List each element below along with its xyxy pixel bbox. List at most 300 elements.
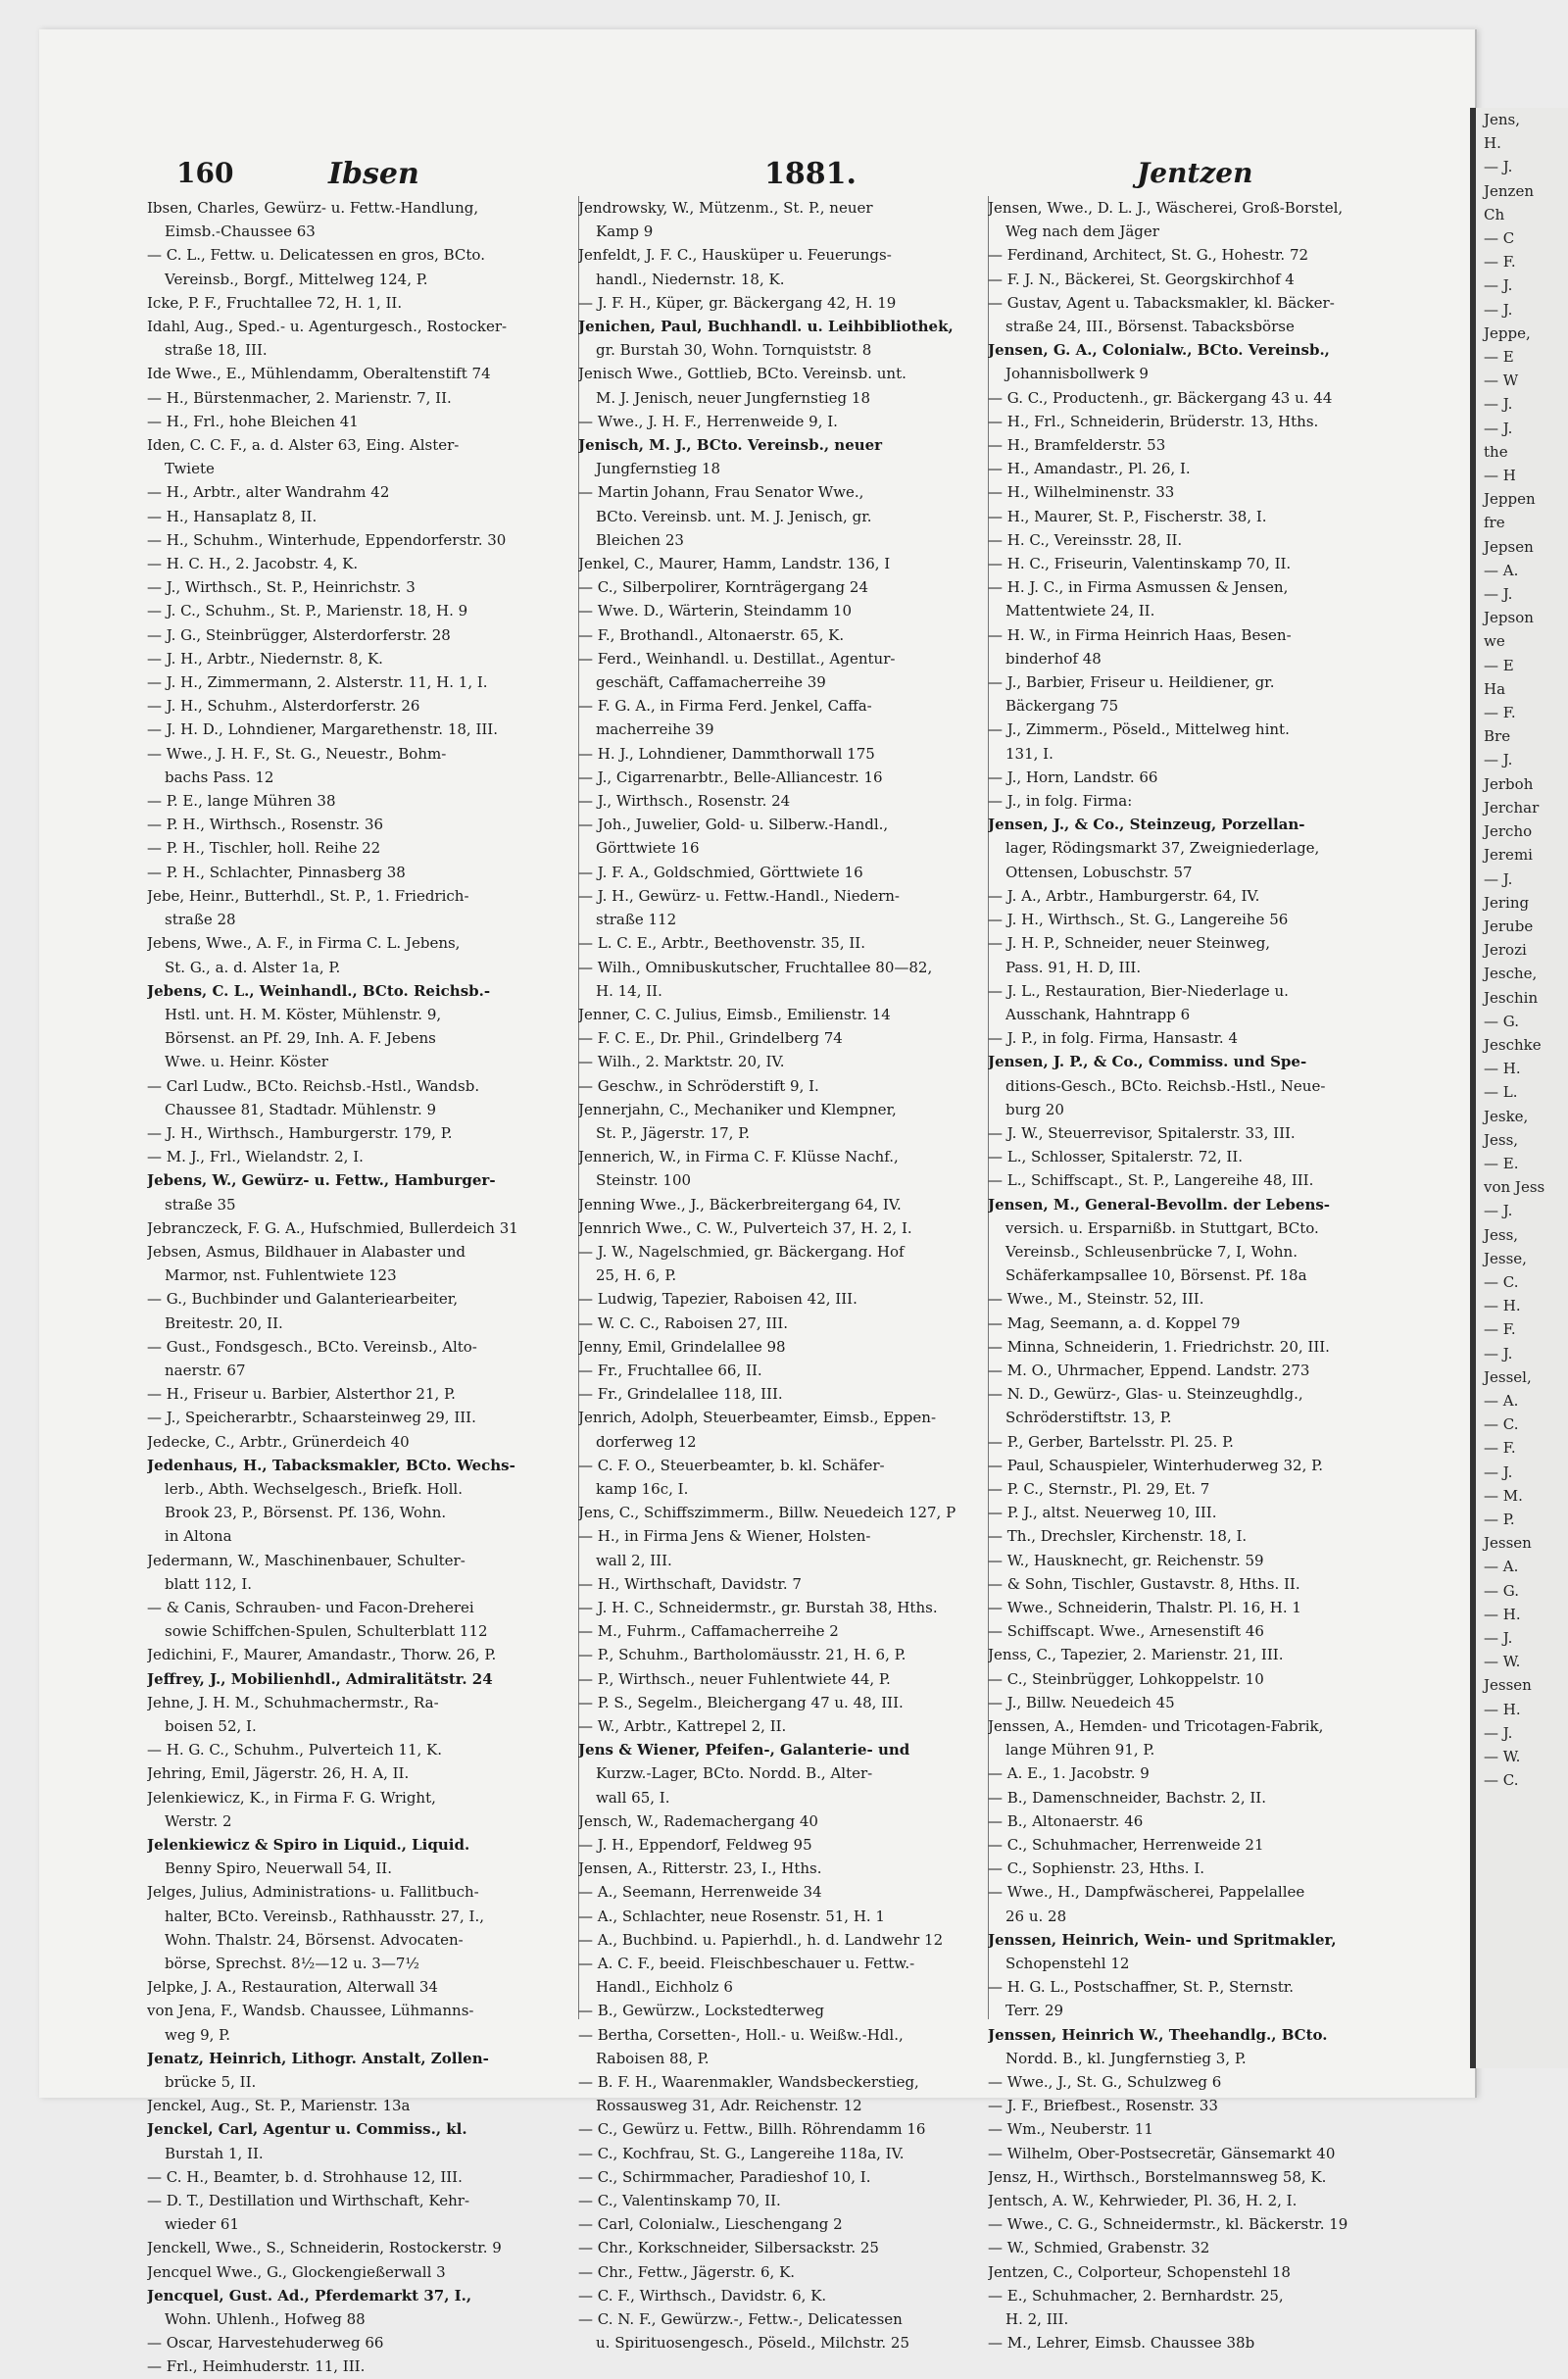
entry-line: Ibsen, Charles, Gewürz- u. Fettw.-Handlung, <box>147 199 479 217</box>
entry-line: Steinstr. 100 <box>596 1171 692 1190</box>
entry-line: — H., Wirthschaft, Davidstr. 7 <box>578 1574 802 1593</box>
entry-line: — Wwe., J. H. F., St. G., Neuestr., Bohm- <box>147 744 447 763</box>
entry-line: — B., Damenschneider, Bachstr. 2, II. <box>988 1788 1266 1807</box>
entry-line: — E., Schuhmacher, 2. Bernhardstr. 25, <box>988 2286 1284 2305</box>
adjacent-page-fragment: Ch <box>1484 205 1505 223</box>
entry-line: — H. G. C., Schuhm., Pulverteich 11, K. <box>147 1741 443 1759</box>
entry-line: — H., Frl., Schneiderin, Brüderstr. 13, Hths. <box>988 412 1319 430</box>
entry-line: Jehne, J. H. M., Schuhmachermstr., Ra- <box>147 1693 439 1711</box>
entry-line: Ausschank, Hahntrapp 6 <box>1005 1005 1191 1023</box>
entry-line: — H., Hansaplatz 8, II. <box>147 507 318 525</box>
entry-line: Schäferkampsallee 10, Börsenst. Pf. 18a <box>1005 1266 1307 1285</box>
entry-line: — C., Schirmmacher, Paradieshof 10, I. <box>578 2167 871 2186</box>
entry-line: Jennrich Wwe., C. W., Pulverteich 37, H. 2, I. <box>578 1218 912 1237</box>
entry-line: Jelenkiewicz, K., in Firma F. G. Wright, <box>147 1788 436 1807</box>
entry-line: Jenisch Wwe., Gottlieb, BCto. Vereinsb. unt. <box>578 365 906 383</box>
entry-line: — W., Schmied, Grabenstr. 32 <box>988 2239 1210 2257</box>
adjacent-page-fragment: — F. <box>1484 1320 1516 1339</box>
entry-line: Raboisen 88, P. <box>596 2049 710 2067</box>
entry-line: — M. J., Frl., Wielandstr. 2, I. <box>147 1148 364 1166</box>
entry-line: — L., Schlosser, Spitalerstr. 72, II. <box>988 1148 1244 1166</box>
entry-line: Ide Wwe., E., Mühlendamm, Oberaltenstift 74 <box>147 365 491 383</box>
entry-line: — Wilh., 2. Marktstr. 20, IV. <box>578 1053 785 1071</box>
entry-line: — J., in folg. Firma: <box>988 792 1133 811</box>
entry-line: — J. H., Wirthsch., Hamburgerstr. 179, P. <box>147 1123 453 1142</box>
entry-line: — Fr., Grindelallee 118, III. <box>578 1385 783 1404</box>
entry-line: — J. H. D., Lohndiener, Margarethenstr. 18, III. <box>147 720 498 739</box>
entry-line: — W., Arbtr., Kattrepel 2, II. <box>578 1717 787 1735</box>
adjacent-page-fragment: — C. <box>1484 1771 1519 1790</box>
entry-line: halter, BCto. Vereinsb., Rathhausstr. 27, I., <box>165 1907 485 1925</box>
entry-line: — F., Brothandl., Altonaerstr. 65, K. <box>578 625 845 644</box>
entry-line: — Gust., Fondsgesch., BCto. Vereinsb., Alto- <box>147 1337 477 1356</box>
entry-line: — C. L., Fettw. u. Delicatessen en gros, BCto. <box>147 246 485 265</box>
entry-line: H. 14, II. <box>596 981 662 1000</box>
entry-line: Wohn. Uhlenh., Hofweg 88 <box>165 2310 366 2329</box>
entry-line: — J. A., Arbtr., Hamburgerstr. 64, IV. <box>988 886 1260 905</box>
adjacent-page-fragment: — W. <box>1484 1653 1521 1671</box>
entry-line: — H. W., in Firma Heinrich Haas, Besen- <box>988 625 1292 644</box>
entry-line: — L., Schiffscapt., St. P., Langereihe 48, III. <box>988 1171 1314 1190</box>
entry-line: — Paul, Schauspieler, Winterhuderweg 32, P. <box>988 1456 1323 1474</box>
adjacent-page-fragment: — A. <box>1484 1391 1519 1410</box>
adjacent-page-fragment: — J. <box>1484 869 1513 888</box>
entry-line: — J. G., Steinbrügger, Alsterdorferstr. 28 <box>147 625 451 644</box>
entry-line: Terr. 29 <box>1005 2002 1064 2020</box>
entry-line: — P., Gerber, Bartelsstr. Pl. 25. P. <box>988 1432 1234 1451</box>
entry-line: — G. C., Productenh., gr. Bäckergang 43 u. 44 <box>988 388 1333 407</box>
adjacent-page-fragment: the <box>1484 442 1508 461</box>
entry-line: versich. u. Ersparnißb. in Stuttgart, BCto. <box>1005 1218 1319 1237</box>
year: 1881. <box>764 157 857 191</box>
entry-line: — J., Billw. Neuedeich 45 <box>988 1693 1175 1711</box>
entry-line: Benny Spiro, Neuerwall 54, II. <box>165 1859 392 1878</box>
adjacent-page-fragment: — A. <box>1484 561 1519 579</box>
entry-line: — P. H., Schlachter, Pinnasberg 38 <box>147 863 406 881</box>
entry-line: — D. T., Destillation und Wirthschaft, Kehr- <box>147 2192 470 2210</box>
entry-line: Jelges, Julius, Administrations- u. Fallitbuch- <box>147 1883 479 1902</box>
entry-line: Twiete <box>165 460 215 478</box>
adjacent-page-fragment: — C <box>1484 229 1515 248</box>
entry-line: Jedichini, F., Maurer, Amandastr., Thorw. 26, P. <box>147 1646 497 1664</box>
entry-line: Icke, P. F., Fruchtallee 72, H. 1, II. <box>147 293 403 312</box>
entry-line: — H., Schuhm., Winterhude, Eppendorferstr. 30 <box>147 530 507 549</box>
entry-line: straße 18, III. <box>165 341 268 360</box>
entry-line: Handl., Eichholz 6 <box>596 1978 733 1997</box>
entry-line: ditions-Gesch., BCto. Reichsb.-Hstl., Neue- <box>1005 1076 1326 1095</box>
entry-line: Jedecke, C., Arbtr., Grünerdeich 40 <box>147 1432 410 1451</box>
adjacent-page-fragment: — G. <box>1484 1581 1519 1600</box>
entry-line: — Wwe., Schneiderin, Thalstr. Pl. 16, H. 1 <box>988 1598 1301 1616</box>
entry-line: Jenfeldt, J. F. C., Hausküper u. Feuerungs- <box>578 246 892 265</box>
adjacent-page-fragment: — W. <box>1484 1748 1521 1766</box>
entry-line: — J. H., Schuhm., Alsterdorferstr. 26 <box>147 697 420 716</box>
entry-line: Jenatz, Heinrich, Lithogr. Anstalt, Zollen- <box>147 2049 489 2067</box>
entry-line: — J. F., Briefbest., Rosenstr. 33 <box>988 2097 1218 2115</box>
entry-line: — A. C. F., beeid. Fleischbeschauer u. Fettw.- <box>578 1955 915 1973</box>
entry-line: — Wwe., M., Steinstr. 52, III. <box>988 1290 1204 1309</box>
adjacent-page-fragment: — C. <box>1484 1272 1519 1291</box>
entry-line: Jensen, A., Ritterstr. 23, I., Hths. <box>578 1859 822 1878</box>
adjacent-page-fragment: — J. <box>1484 158 1513 176</box>
entry-line: — P. J., altst. Neuerweg 10, III. <box>988 1504 1217 1522</box>
entry-line: brücke 5, II. <box>165 2073 257 2092</box>
adjacent-page-fragment: Bre <box>1484 727 1511 746</box>
entry-line: geschäft, Caffamacherreihe 39 <box>596 673 826 692</box>
entry-line: — Wwe., J., St. G., Schulzweg 6 <box>988 2073 1222 2092</box>
entry-line: Schopenstehl 12 <box>1005 1955 1130 1973</box>
entry-line: — H., Maurer, St. P., Fischerstr. 38, I. <box>988 507 1267 525</box>
entry-line: — & Sohn, Tischler, Gustavstr. 8, Hths. II. <box>988 1574 1300 1593</box>
entry-line: — Ludwig, Tapezier, Raboisen 42, III. <box>578 1290 858 1309</box>
entry-line: gr. Burstah 30, Wohn. Tornquiststr. 8 <box>596 341 872 360</box>
adjacent-page-fragment: — J. <box>1484 1202 1513 1220</box>
adjacent-page-fragment: Jeschke <box>1484 1035 1542 1054</box>
entry-line: — H., in Firma Jens & Wiener, Holsten- <box>578 1527 871 1546</box>
entry-line: wall 65, I. <box>596 1788 670 1807</box>
entry-line: — Frl., Heimhuderstr. 11, III. <box>147 2357 366 2376</box>
adjacent-page-fragment: Jering <box>1484 893 1530 912</box>
entry-line: sowie Schiffchen-Spulen, Schulterblatt 112 <box>165 1622 488 1641</box>
entry-line: dorferweg 12 <box>596 1432 697 1451</box>
adjacent-page-fragment: — P. <box>1484 1510 1515 1528</box>
entry-line: — H., Wilhelminenstr. 33 <box>988 483 1175 502</box>
entry-line: — J., Barbier, Friseur u. Heildiener, gr. <box>988 673 1275 692</box>
adjacent-page-fragment: — J. <box>1484 751 1513 769</box>
entry-line: binderhof 48 <box>1005 649 1102 668</box>
entry-line: von Jena, F., Wandsb. Chaussee, Lühmanns- <box>147 2002 474 2020</box>
entry-line: — C., Valentinskamp 70, II. <box>578 2192 781 2210</box>
adjacent-page-fragment: — J. <box>1484 1344 1513 1363</box>
column-middle <box>578 196 1004 2354</box>
entry-line: Jebens, W., Gewürz- u. Fettw., Hamburger- <box>147 1171 496 1190</box>
adjacent-page-fragment: Jeschin <box>1484 988 1539 1007</box>
entry-line: Jelenkiewicz & Spiro in Liquid., Liquid. <box>147 1836 470 1855</box>
entry-line: — J. L., Restauration, Bier-Niederlage u. <box>988 981 1289 1000</box>
entry-line: — C. N. F., Gewürzw.-, Fettw.-, Delicatessen <box>578 2310 903 2329</box>
entry-line: — C., Silberpolirer, Kornträgergang 24 <box>578 578 868 597</box>
entry-line: — N. D., Gewürz-, Glas- u. Steinzeughdlg., <box>988 1385 1303 1404</box>
adjacent-page-fragment: Jepsen <box>1484 537 1534 556</box>
entry-line: Jelpke, J. A., Restauration, Alterwall 34 <box>147 1978 438 1997</box>
entry-line: Jenckel, Aug., St. P., Marienstr. 13a <box>147 2097 411 2115</box>
entry-line: — A., Seemann, Herrenweide 34 <box>578 1883 822 1902</box>
entry-line: — M., Fuhrm., Caffamacherreihe 2 <box>578 1622 839 1641</box>
entry-line: — Wwe., H., Dampfwäscherei, Pappelallee <box>988 1883 1305 1902</box>
entry-line: lange Mühren 91, P. <box>1005 1741 1155 1759</box>
entry-line: H. 2, III. <box>1005 2310 1069 2329</box>
entry-line: — H., Amandastr., Pl. 26, I. <box>988 460 1191 478</box>
entry-line: — M., Lehrer, Eimsb. Chaussee 38b <box>988 2334 1255 2353</box>
entry-line: Jenssen, Heinrich, Wein- und Spritmakler, <box>988 1930 1337 1949</box>
entry-line: — M. O., Uhrmacher, Eppend. Landstr. 273 <box>988 1361 1310 1379</box>
adjacent-page-fragment: Jerozi <box>1484 941 1527 960</box>
entry-line: — W. C. C., Raboisen 27, III. <box>578 1313 789 1332</box>
entry-line: Pass. 91, H. D, III. <box>1005 958 1142 976</box>
entry-line: Görttwiete 16 <box>596 839 700 858</box>
adjacent-page-fragment: — J. <box>1484 395 1513 414</box>
adjacent-page-fragment: — H. <box>1484 1700 1521 1718</box>
entry-line: — Wilh., Omnibuskutscher, Fruchtallee 80—82, <box>578 958 933 976</box>
adjacent-page-fragment: Jeremi <box>1484 846 1533 865</box>
entry-line: — Minna, Schneiderin, 1. Friedrichstr. 20, III. <box>988 1337 1330 1356</box>
adjacent-page-fragment: — G. <box>1484 1012 1519 1030</box>
adjacent-page-fragment: — J. <box>1484 276 1513 295</box>
entry-line: Jebens, C. L., Weinhandl., BCto. Reichsb.- <box>147 981 491 1000</box>
entry-line: — F. C. E., Dr. Phil., Grindelberg 74 <box>578 1029 843 1048</box>
entry-line: — P. E., lange Mühren 38 <box>147 792 336 811</box>
entry-line: — J., Cigarrenarbtr., Belle-Alliancestr. 16 <box>578 768 883 786</box>
entry-line: — A., Buchbind. u. Papierhdl., h. d. Landwehr 12 <box>578 1930 944 1949</box>
entry-line: Jentsch, A. W., Kehrwieder, Pl. 36, H. 2, I. <box>988 2192 1298 2210</box>
entry-line: Jenning Wwe., J., Bäckerbreitergang 64, IV. <box>578 1195 902 1214</box>
entry-line: — H., Frl., hohe Bleichen 41 <box>147 412 359 430</box>
entry-line: — J. H., Wirthsch., St. G., Langereihe 56 <box>988 911 1289 929</box>
entry-line: Jensen, J. P., & Co., Commiss. und Spe- <box>988 1053 1307 1071</box>
entry-line: — Bertha, Corsetten-, Holl.- u. Weißw.-Hdl., <box>578 2025 904 2044</box>
entry-line: — C., Schuhmacher, Herrenweide 21 <box>988 1836 1264 1855</box>
left-keyword: Ibsen <box>328 157 419 191</box>
adjacent-page-fragment: Jeske, <box>1484 1107 1529 1125</box>
adjacent-page-fragment: — H. <box>1484 1605 1521 1623</box>
entry-line: — P. H., Tischler, holl. Reihe 22 <box>147 839 381 858</box>
entry-line: — H., Arbtr., alter Wandrahm 42 <box>147 483 390 502</box>
adjacent-page-fragment: Jens, <box>1484 111 1521 128</box>
entry-line: — Oscar, Harvestehuderweg 66 <box>147 2334 384 2353</box>
entry-line: — J., Wirthsch., Rosenstr. 24 <box>578 792 791 811</box>
entry-line: Jenssen, A., Hemden- und Tricotagen-Fabrik, <box>988 1717 1324 1735</box>
entry-line: Bleichen 23 <box>596 530 684 549</box>
entry-line: Jensen, J., & Co., Steinzeug, Porzellan- <box>988 816 1305 834</box>
entry-line: — C., Steinbrügger, Lohkoppelstr. 10 <box>988 1669 1264 1688</box>
entry-line: St. G., a. d. Alster 1a, P. <box>165 958 341 976</box>
adjacent-page-fragment: Jessen <box>1484 1534 1532 1553</box>
adjacent-page-fragment: — L. <box>1484 1083 1518 1102</box>
entry-line: Rossausweg 31, Adr. Reichenstr. 12 <box>596 2097 862 2115</box>
entry-line: Jenckell, Wwe., S., Schneiderin, Rostockerstr. 9 <box>147 2239 502 2257</box>
entry-line: 25, H. 6, P. <box>596 1266 677 1285</box>
entry-line: Brook 23, P., Börsenst. Pf. 136, Wohn. <box>165 1504 447 1522</box>
entry-line: — J., Zimmerm., Pöseld., Mittelweg hint. <box>988 720 1290 739</box>
entry-line: — C., Kochfrau, St. G., Langereihe 118a, IV. <box>578 2144 905 2162</box>
adjacent-page-fragment: fre <box>1484 514 1505 532</box>
entry-line: boisen 52, I. <box>165 1717 257 1735</box>
entry-line: Bäckergang 75 <box>1005 697 1119 716</box>
entry-line: Jensz, H., Wirthsch., Borstelmannsweg 58, K. <box>988 2167 1327 2186</box>
adjacent-page-fragment: — E <box>1484 348 1514 367</box>
entry-line: in Altona <box>165 1527 232 1546</box>
adjacent-page-fragment: — F. <box>1484 704 1516 722</box>
adjacent-page-fragment: — M. <box>1484 1486 1523 1505</box>
entry-line: Jennerjahn, C., Mechaniker und Klempner, <box>578 1100 897 1118</box>
entry-line: — J. W., Steuerrevisor, Spitalerstr. 33, III. <box>988 1123 1296 1142</box>
entry-line: Jenssen, Heinrich W., Theehandlg., BCto. <box>988 2025 1328 2044</box>
entry-line: Jens, C., Schiffszimmerm., Billw. Neuedeich 127, P <box>578 1504 956 1522</box>
entry-line: — W., Hausknecht, gr. Reichenstr. 59 <box>988 1551 1264 1569</box>
entry-line: — P. C., Sternstr., Pl. 29, Et. 7 <box>988 1479 1210 1498</box>
adjacent-page-fragment: Ha <box>1484 679 1506 698</box>
entry-line: — Mag, Seemann, a. d. Koppel 79 <box>988 1313 1241 1332</box>
entry-line: Jensen, G. A., Colonialw., BCto. Vereinsb., <box>988 341 1330 360</box>
entry-line: Nordd. B., kl. Jungfernstieg 3, P. <box>1005 2049 1247 2067</box>
entry-line: straße 35 <box>165 1195 236 1214</box>
entry-line: — H. J. C., in Firma Asmussen & Jensen, <box>988 578 1289 597</box>
entry-line: Jedenhaus, H., Tabacksmakler, BCto. Wechs- <box>147 1456 515 1474</box>
entry-line: — A. E., 1. Jacobstr. 9 <box>988 1764 1150 1783</box>
entry-line: — H. C. H., 2. Jacobstr. 4, K. <box>147 555 359 573</box>
adjacent-page-fragment: Jesse, <box>1484 1249 1527 1267</box>
entry-line: naerstr. 67 <box>165 1361 246 1379</box>
entry-line: Vereinsb., Borgf., Mittelweg 124, P. <box>165 270 428 288</box>
entry-line: — P., Schuhm., Bartholomäusstr. 21, H. 6, P. <box>578 1646 906 1664</box>
entry-line: — C. F., Wirthsch., Davidstr. 6, K. <box>578 2286 827 2305</box>
adjacent-page-fragment: — E <box>1484 656 1514 674</box>
entry-line: — Wwe., J. H. F., Herrenweide 9, I. <box>578 412 838 430</box>
adjacent-page-fragment: Jerchar <box>1484 798 1540 817</box>
adjacent-page-fragment: — E. <box>1484 1154 1519 1172</box>
entry-line: Jebsen, Asmus, Bildhauer in Alabaster und <box>147 1242 466 1261</box>
entry-line: Börsenst. an Pf. 29, Inh. A. F. Jebens <box>165 1029 436 1048</box>
adjacent-page-fragment: Jesche, <box>1484 965 1538 983</box>
entry-line: Jensen, Wwe., D. L. J., Wäscherei, Groß-Borstel, <box>988 199 1344 217</box>
adjacent-page-fragment: — A. <box>1484 1558 1519 1576</box>
entry-line: — Ferd., Weinhandl. u. Destillat., Agentur- <box>578 649 896 668</box>
adjacent-page-fragment: — C. <box>1484 1415 1519 1434</box>
entry-line: straße 24, III., Börsenst. Tabacksbörse <box>1005 318 1295 336</box>
entry-line: — C., Gewürz u. Fettw., Billh. Röhrendamm 16 <box>578 2120 926 2139</box>
adjacent-page-fragment: — F. <box>1484 1439 1516 1458</box>
entry-line: börse, Sprechst. 8½—12 u. 3—7½ <box>165 1955 419 1973</box>
entry-line: Iden, C. C. F., a. d. Alster 63, Eing. Alster- <box>147 436 460 455</box>
right-keyword: Jentzen <box>1137 157 1253 189</box>
entry-line: — Martin Johann, Frau Senator Wwe., <box>578 483 864 502</box>
entry-line: — H. C., Vereinsstr. 28, II. <box>988 530 1183 549</box>
entry-line: Jeffrey, J., Mobilienhdl., Admiralitätstr. 24 <box>147 1669 493 1688</box>
entry-line: Kurzw.-Lager, BCto. Nordd. B., Alter- <box>596 1764 873 1783</box>
entry-line: burg 20 <box>1005 1100 1064 1118</box>
entry-line: lager, Rödingsmarkt 37, Zweigniederlage, <box>1005 839 1320 858</box>
entry-line: — Geschw., in Schröderstift 9, I. <box>578 1076 819 1095</box>
entry-line: — J. H. P., Schneider, neuer Steinweg, <box>988 934 1271 953</box>
adjacent-page-fragment: — J. <box>1484 300 1513 319</box>
adjacent-page-fragment: Jess, <box>1484 1225 1519 1244</box>
entry-line: Mattentwiete 24, II. <box>1005 602 1155 620</box>
entry-line: — H. J., Lohndiener, Dammthorwall 175 <box>578 744 875 763</box>
entry-line: — J. F. H., Küper, gr. Bäckergang 42, H. 19 <box>578 293 897 312</box>
entry-line: lerb., Abth. Wechselgesch., Briefk. Holl. <box>165 1479 463 1498</box>
column-right <box>988 196 1414 2354</box>
entry-line: St. P., Jägerstr. 17, P. <box>596 1123 751 1142</box>
entry-line: — C. F. O., Steuerbeamter, b. kl. Schäfer- <box>578 1456 885 1474</box>
entry-line: — Wm., Neuberstr. 11 <box>988 2120 1153 2139</box>
entry-line: Breitestr. 20, II. <box>165 1313 283 1332</box>
entry-line: — J. H. C., Schneidermstr., gr. Burstah 38, Hths. <box>578 1598 938 1616</box>
entry-line: — Carl, Colonialw., Lieschengang 2 <box>578 2215 843 2234</box>
entry-line: Jenss, C., Tapezier, 2. Marienstr. 21, III. <box>988 1646 1284 1664</box>
adjacent-page-fragment: we <box>1484 632 1505 651</box>
entry-line: — H. C., Friseurin, Valentinskamp 70, II. <box>988 555 1292 573</box>
entry-line: Chaussee 81, Stadtadr. Mühlenstr. 9 <box>165 1100 437 1118</box>
entry-line: Jenisch, M. J., BCto. Vereinsb., neuer <box>578 436 883 455</box>
entry-line: Jenny, Emil, Grindelallee 98 <box>578 1337 786 1356</box>
entry-line: Jedermann, W., Maschinenbauer, Schulter- <box>147 1551 466 1569</box>
entry-line: Werstr. 2 <box>165 1811 232 1830</box>
entry-line: — B., Altonaerstr. 46 <box>988 1811 1144 1830</box>
adjacent-page-fragment: Jerboh <box>1484 774 1534 793</box>
entry-line: — B., Gewürzw., Lockstedterweg <box>578 2002 824 2020</box>
entry-line: wieder 61 <box>165 2215 240 2234</box>
entry-line: Jencquel, Gust. Ad., Pferdemarkt 37, I., <box>147 2286 472 2305</box>
entry-line: Jenner, C. C. Julius, Eimsb., Emilienstr. 14 <box>578 1005 891 1023</box>
entry-line: Jebranczeck, F. G. A., Hufschmied, Bullerdeich 31 <box>147 1218 518 1237</box>
adjacent-page-fragment: Jenzen <box>1484 181 1534 200</box>
entry-line: — C., Sophienstr. 23, Hths. I. <box>988 1859 1205 1878</box>
adjacent-page-fragment: Jeppe, <box>1484 323 1531 342</box>
entry-line: Jennerich, W., in Firma C. F. Klüsse Nachf., <box>578 1148 899 1166</box>
adjacent-page-fragment: — J. <box>1484 1629 1513 1647</box>
entry-line: Hstl. unt. H. M. Köster, Mühlenstr. 9, <box>165 1005 442 1023</box>
adjacent-page-fragment: Jess, <box>1484 1130 1519 1149</box>
entry-line: — J. H., Gewürz- u. Fettw.-Handl., Niedern- <box>578 886 900 905</box>
entry-line: Eimsb.-Chaussee 63 <box>165 223 316 241</box>
entry-line: — H., Friseur u. Barbier, Alsterthor 21, P. <box>147 1385 456 1404</box>
entry-line: straße 28 <box>165 911 236 929</box>
adjacent-page-fragment: Jeppen <box>1484 490 1536 509</box>
entry-line: bachs Pass. 12 <box>165 768 274 786</box>
adjacent-page-fragment: — J. <box>1484 419 1513 437</box>
adjacent-page-fragment: — J. <box>1484 1723 1513 1742</box>
adjacent-page-fragment: — H. <box>1484 1297 1521 1315</box>
entry-line: — P., Wirthsch., neuer Fuhlentwiete 44, P. <box>578 1669 891 1688</box>
entry-line: — Ferdinand, Architect, St. G., Hohestr. 72 <box>988 246 1309 265</box>
entry-line: — J. H., Arbtr., Niedernstr. 8, K. <box>147 649 383 668</box>
entry-line: 26 u. 28 <box>1005 1907 1067 1925</box>
entry-line: handl., Niedernstr. 18, K. <box>596 270 785 288</box>
entry-line: straße 112 <box>596 911 677 929</box>
entry-line: Idahl, Aug., Sped.- u. Agenturgesch., Rostocker- <box>147 318 508 336</box>
entry-line: kamp 16c, I. <box>596 1479 689 1498</box>
adjacent-page-fragment: Jepson <box>1484 609 1534 627</box>
adjacent-page-fragment: H. <box>1484 134 1501 153</box>
page-number: 160 <box>176 157 234 189</box>
entry-line: — J., Horn, Landstr. 66 <box>988 768 1158 786</box>
entry-line: Schröderstiftstr. 13, P. <box>1005 1409 1172 1427</box>
entry-line: Jens & Wiener, Pfeifen-, Galanterie- und <box>578 1741 910 1759</box>
entry-line: — H., Bürstenmacher, 2. Marienstr. 7, II. <box>147 388 452 407</box>
entry-line: macherreihe 39 <box>596 720 714 739</box>
entry-line: Burstah 1, II. <box>165 2144 264 2162</box>
entry-line: Jentzen, C., Colporteur, Schopenstehl 18 <box>988 2262 1291 2281</box>
entry-line: — J., Speicherarbtr., Schaarsteinweg 29, III. <box>147 1409 476 1427</box>
entry-line: Jungfernstieg 18 <box>596 460 721 478</box>
entry-line: Jenichen, Paul, Buchhandl. u. Leihbibliothek, <box>578 318 954 336</box>
entry-line: — P. S., Segelm., Bleichergang 47 u. 48, III. <box>578 1693 904 1711</box>
entry-line: — J. W., Nagelschmied, gr. Bäckergang. Hof <box>578 1242 905 1261</box>
entry-line: — J., Wirthsch., St. P., Heinrichstr. 3 <box>147 578 416 597</box>
adjacent-page-fragment: Jessen <box>1484 1676 1532 1695</box>
entry-line: — Schiffscapt. Wwe., Arnesenstift 46 <box>988 1622 1264 1641</box>
entry-line: — L. C. E., Arbtr., Beethovenstr. 35, II. <box>578 934 865 953</box>
entry-line: — J. H., Eppendorf, Feldweg 95 <box>578 1836 812 1855</box>
entry-line: Kamp 9 <box>596 223 654 241</box>
entry-line: — Wwe. D., Wärterin, Steindamm 10 <box>578 602 853 620</box>
entry-line: Marmor, nst. Fuhlentwiete 123 <box>165 1266 397 1285</box>
entry-line: — Fr., Fruchtallee 66, II. <box>578 1361 762 1379</box>
entry-line: Jenrich, Adolph, Steuerbeamter, Eimsb., Eppen- <box>578 1409 937 1427</box>
entry-line: Jebe, Heinr., Butterhdl., St. P., 1. Friedrich- <box>147 886 469 905</box>
entry-line: — F. J. N., Bäckerei, St. Georgskirchhof 4 <box>988 270 1295 288</box>
entry-line: BCto. Vereinsb. unt. M. J. Jenisch, gr. <box>596 507 872 525</box>
